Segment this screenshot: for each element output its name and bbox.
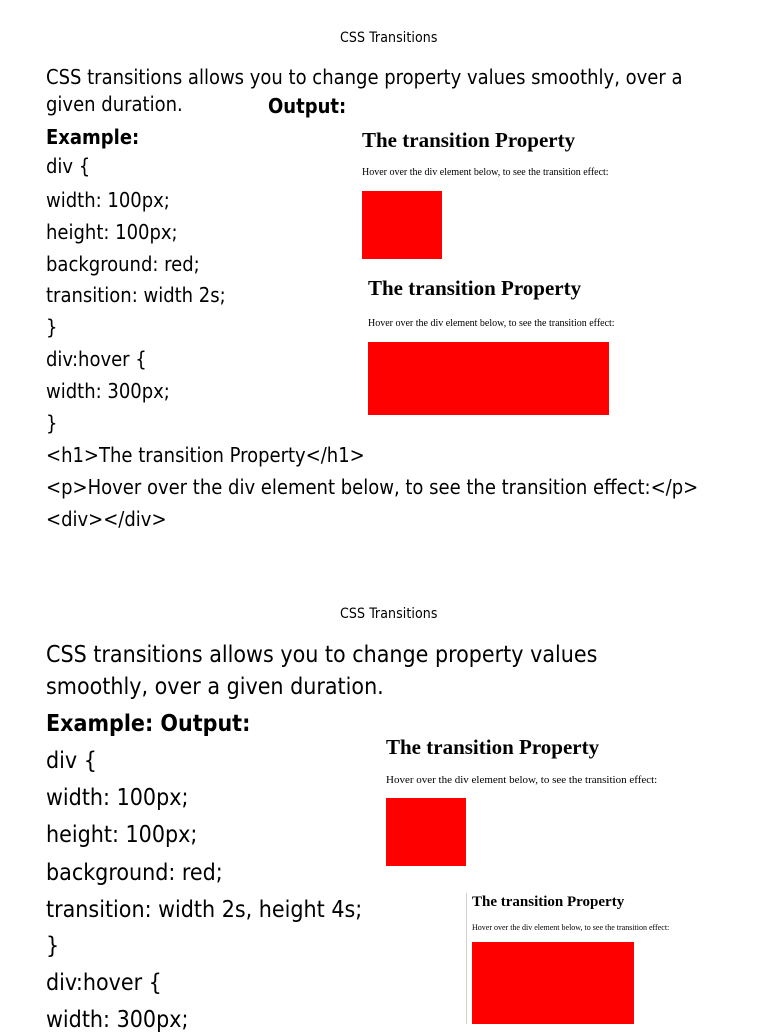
page1-code-line: <h1>The transition Property</h1>	[46, 443, 365, 467]
page1-code-line: width: 100px;	[46, 188, 170, 212]
page2-demo-b-frame-edge	[466, 893, 467, 1024]
page1-code-line: div:hover {	[46, 347, 147, 371]
page2-intro-line2: smoothly, over a given duration.	[46, 674, 384, 700]
page1-code-line: }	[46, 315, 58, 339]
page1-example-label: Example:	[46, 125, 140, 149]
page2-code-line: div:hover {	[46, 970, 162, 996]
page1-code-line: div {	[46, 154, 91, 178]
page2-demo-b-heading: The transition Property	[472, 894, 625, 910]
page2-header: CSS Transitions	[340, 606, 438, 622]
page1-demo-b-box	[368, 342, 609, 415]
page2-example-output-label: Example: Output:	[46, 711, 251, 737]
page1-code-line: <p>Hover over the div element below, to see the transition effect:</p>	[46, 475, 699, 499]
page2-code-line: width: 300px;	[46, 1007, 189, 1033]
page1-code-line: <div></div>	[46, 507, 167, 531]
page2-demo-b-text: Hover over the div element below, to see the transition effect:	[472, 923, 670, 932]
page1-intro-line2: given duration.	[46, 92, 183, 116]
page1-code-line: transition: width 2s;	[46, 283, 226, 307]
page1-code-line: background: red;	[46, 252, 200, 276]
page2-demo-b-box	[472, 942, 634, 1024]
page2-code-line: width: 100px;	[46, 785, 189, 811]
page2-intro-line1: CSS transitions allows you to change property values	[46, 642, 598, 668]
page2-code-line: height: 100px;	[46, 822, 198, 848]
page1-code-line: width: 300px;	[46, 379, 170, 403]
page2-code-line: }	[46, 933, 60, 959]
page1-intro-line1: CSS transitions allows you to change property values smoothly, over a	[46, 65, 683, 89]
page1-code-line: }	[46, 411, 58, 435]
page1-output-label: Output:	[268, 94, 347, 118]
page2-demo-a-text: Hover over the div element below, to see the transition effect:	[386, 774, 658, 786]
page2-code-line: background: red;	[46, 860, 223, 886]
page2-demo-a-box	[386, 798, 466, 866]
page1-header: CSS Transitions	[340, 30, 438, 46]
page2-demo-a-heading: The transition Property	[386, 735, 600, 759]
page1-demo-b-heading: The transition Property	[368, 276, 582, 300]
page1-demo-a-heading: The transition Property	[362, 128, 576, 152]
page1-demo-a-box	[362, 191, 442, 259]
page1-demo-a-text: Hover over the div element below, to see the transition effect:	[362, 167, 609, 178]
page2-code-line: transition: width 2s, height 4s;	[46, 897, 363, 923]
page2-code-line: div {	[46, 748, 97, 774]
page1-code-line: height: 100px;	[46, 220, 178, 244]
page1-demo-b-text: Hover over the div element below, to see the transition effect:	[368, 318, 615, 329]
